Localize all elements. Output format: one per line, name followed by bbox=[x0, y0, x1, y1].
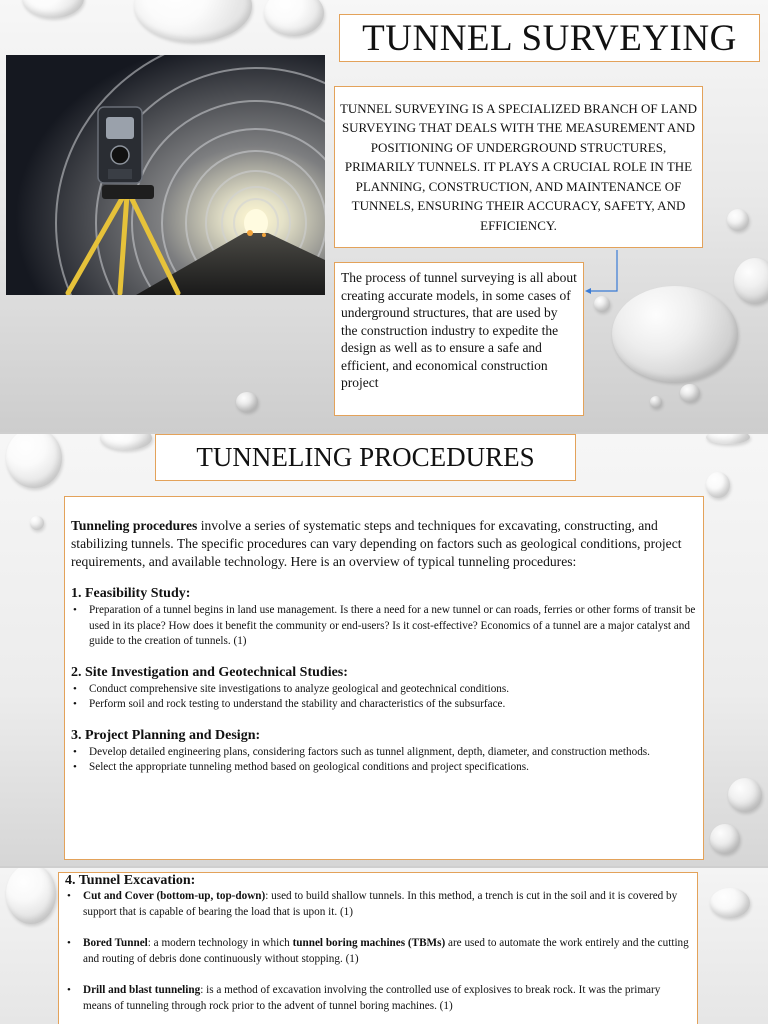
bullet-list bbox=[71, 682, 697, 713]
water-drop-decoration bbox=[22, 0, 84, 18]
section-heading: 1. Feasibility Study: bbox=[71, 586, 191, 601]
water-drop-decoration bbox=[650, 396, 662, 408]
water-drop-decoration bbox=[728, 778, 762, 812]
list-item: • Develop detailed engineering plans, considering factors such as tunnel alignment, depth, diameter, and construction methods. bbox=[71, 745, 697, 761]
water-drop-decoration bbox=[710, 824, 740, 854]
item-bold: Drill and blast tunneling bbox=[83, 984, 201, 996]
item-bold: Cut and Cover (bottom-up, top-down) bbox=[83, 890, 266, 902]
procedures-intro-text: involve a series of systematic steps and techniques for excavating, constructing, and stabilizing tunnels. The specific procedures can vary depending on factors such as geological conditions, project requirements, and available technology. Here is an overview of typical tunneling procedures: bbox=[71, 518, 682, 569]
procedures-intro-bold: Tunneling procedures bbox=[71, 518, 198, 533]
process-text-box: The process of tunnel surveying is all about creating accurate models, in some cases of underground structures, that are used by the construction industry to expedite the design as well as to ensure a safe and efficient, and economical construction project bbox=[334, 262, 584, 416]
water-drop-decoration bbox=[727, 209, 749, 231]
water-drop-decoration bbox=[236, 392, 258, 412]
slide-tunnel-surveying bbox=[0, 0, 768, 432]
item-bold: Bored Tunnel bbox=[83, 937, 148, 949]
section-heading: 3. Project Planning and Design: bbox=[71, 727, 261, 743]
section-heading: 2. Site Investigation and Geotechnical Studies: bbox=[71, 664, 348, 680]
item-text: : used to build shallow tunnels. In this method, a trench is cut in the soil and it is covered by support that is capable of bearing the load that is upon it. (1) bbox=[83, 890, 678, 918]
list-item: • Conduct comprehensive site investigations to analyze geological and geotechnical conditions. bbox=[71, 682, 697, 698]
water-drop-decoration bbox=[6, 868, 56, 924]
bullet-list bbox=[65, 936, 691, 967]
item-text: : a modern technology in which bbox=[147, 937, 293, 949]
water-drop-decoration bbox=[594, 296, 610, 312]
water-drop-decoration bbox=[706, 472, 730, 498]
bullet-list bbox=[71, 745, 697, 776]
slide-title: TUNNEL SURVEYING bbox=[339, 14, 760, 62]
item-text: : is a method of excavation involving the controlled use of explosives to break rock. It was the primary means of tunneling through rock prior to the advent of tunnel boring machines. (1) bbox=[83, 984, 661, 1012]
water-drop-decoration bbox=[680, 384, 700, 402]
bullet-list bbox=[65, 889, 691, 920]
procedures-intro bbox=[71, 517, 697, 571]
water-drop-decoration bbox=[706, 434, 750, 444]
water-drop-decoration bbox=[734, 258, 768, 304]
water-drop-decoration bbox=[710, 888, 750, 918]
slide-title: TUNNELING PROCEDURES bbox=[155, 434, 576, 481]
list-item: • Perform soil and rock testing to understand the stability and characteristics of the subsurface. bbox=[71, 697, 697, 713]
excavation-content-box bbox=[58, 872, 698, 1024]
list-item bbox=[65, 983, 691, 1014]
item-text: are used to automate the work entirely and the cutting and routing of debris done continuously without stopping. (1) bbox=[83, 937, 689, 965]
water-drop-decoration bbox=[134, 0, 252, 42]
water-drop-decoration bbox=[612, 286, 738, 382]
water-drop-decoration bbox=[100, 434, 152, 450]
list-item bbox=[65, 936, 691, 967]
list-item bbox=[65, 889, 691, 920]
slide-tunneling-procedures bbox=[0, 434, 768, 866]
slide-tunnel-excavation bbox=[0, 868, 768, 1024]
procedures-content-box bbox=[64, 496, 704, 860]
water-drop-decoration bbox=[264, 0, 324, 36]
item-bold: tunnel boring machines (TBMs) bbox=[292, 937, 446, 949]
intro-text-box: TUNNEL SURVEYING IS A SPECIALIZED BRANCH OF LAND SURVEYING THAT DEALS WITH THE MEASUREMENT AND POSITIONING OF UNDERGROUND STRUCTURES, PRIMARILY TUNNELS. IT PLAYS A CRUCIAL ROLE IN THE PLANNING, CONSTRUCTION, AND MAINTENANCE OF TUNNELS, ENSURING THEIR ACCURACY, SAFETY, AND EFFICIENCY. bbox=[334, 86, 703, 248]
bullet-list bbox=[71, 603, 697, 650]
bullet-list bbox=[65, 983, 691, 1014]
water-drop-decoration bbox=[6, 434, 62, 488]
list-item: • Preparation of a tunnel begins in land use management. Is there a need for a new tunnel or can roads, ferries or other forms of transit be used in its place? How does it benefit the community or end-users? Is it cost-effective? Economics of a tunnel are a major catalyst and guide to the creation of tunnels. (1) bbox=[71, 603, 697, 650]
tunnel-survey-photo bbox=[6, 55, 325, 295]
water-drop-decoration bbox=[30, 516, 44, 530]
section-heading: 4. Tunnel Excavation: bbox=[65, 873, 196, 888]
list-item: • Select the appropriate tunneling method based on geological conditions and project specifications. bbox=[71, 760, 697, 776]
